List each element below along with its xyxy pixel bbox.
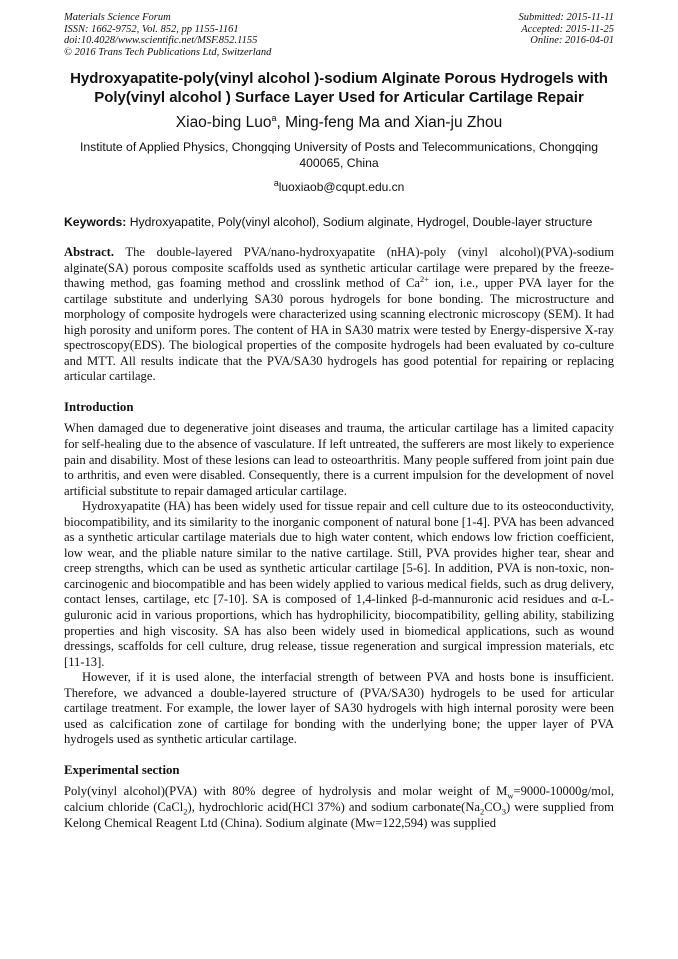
journal-copyright: © 2016 Trans Tech Publications Ltd, Switzerland [64,46,272,58]
intro-paragraph-3: However, if it is used alone, the interfacial strength of between PVA and hosts bone is insufficient. Therefore, we advanced a double-layered structure of (PVA/SA30) hydrogels to be used for articular cartilage treatment. For example, the lower layer of SA30 hydrogels with high internal porosity were been used as calcification zone of cartilage for bonding with the underlying bone; the upper layer of PVA hydrogels used as synthetic articular cartilage. [64,670,614,747]
exp-text-1: Poly(vinyl alcohol)(PVA) with 80% degree of hydrolysis and molar weight of M [64,784,508,799]
abstract [64,245,614,385]
keywords-text: Hydroxyapatite, Poly(vinyl alcohol), Sodium alginate, Hydrogel, Double-layer structure [126,215,593,229]
online-date: Online: 2016-04-01 [530,35,614,46]
submitted-date: Submitted: 2015-11-11 [518,12,614,23]
abstract-text-2: ion, i.e., upper PVA layer for the cartilage substitute and underlying SA30 porous hydrogels for bone bonding. The microstructure and morphology of composite hydrogels were characterized using scanning electronic microscopy (SEM). It had high porosity and uniform pores. The content of HA in SA30 matrix were tested by Energy-dispersive X-ray spectroscopy(EDS). The biological properties of the composite hydrogels had been evaluated by co-culture and MTT. All results indicate that the PVA/SA30 hydrogels has good potential for repairing or replacing articular cartilage. [64,276,614,384]
corresponding-email [64,180,614,195]
exp-text-3: ), hydrochloric acid(HCl 37%) and sodium carbonate(Na [187,799,481,814]
accepted-date: Accepted: 2015-11-25 [521,23,614,35]
author-1: Xiao-bing Luo [175,114,272,131]
exp-co-subscript: 3 [501,806,507,817]
journal-header [64,12,614,58]
experimental-paragraph [64,784,614,831]
abstract-superscript: 2+ [419,273,429,284]
author-1-marker: a [271,112,277,123]
journal-info [64,12,271,58]
exp-text-5: ) were supplied from Kelong Chemical Reagent Ltd (China). Sodium alginate (Mw=122,594) was supplied [64,799,614,830]
exp-na-subscript: 2 [480,806,485,817]
other-authors: , Ming-feng Ma and Xian-ju Zhou [276,114,503,131]
email-address: luoxiaob@cqupt.edu.cn [278,180,405,194]
abstract-label: Abstract. [64,245,115,259]
author-list [64,113,614,133]
intro-paragraph-1: When damaged due to degenerative joint diseases and trauma, the articular cartilage has a limited capacity for self-healing due to the absence of vasculature. If left untreated, the sufferers are most likely to experience pain and disability. Most of these lesions can lead to osteoarthritis. Many people suffered from joint pain due to arthritis, and even were disabled. Consequently, there is a current impulsion for the development of novel artificial substitute to repair damaged articular cartilage. [64,421,614,498]
email-marker: a [273,178,279,188]
keywords [64,215,614,230]
intro-paragraph-2: Hydroxyapatite (HA) has been widely used for tissue repair and cell culture due to its osteoconductivity, biocompatibility, and its similarity to the inorganic component of natural bone [1-4]. PVA has been advanced as a synthetic articular cartilage materials due to high water content, which endows low friction coefficient, low wear, and the pliable nature similar to the native cartilage. Still, PVA provides higher tear, shear and creep strengths, which can be used as synthetic articular cartilage [5-6]. In addition, PVA is non-toxic, non-carcinogenic and biocompatible and has been widely applied to various medical fields, such as drug delivery, contact lenses, cartilage, etc [7-10]. SA is composed of 1,4-linked β-d-mannuronic acid residues and α-L-guluronic acid in various proportions, which has hydrophilicity, biocompatibility, gelling ability, stabilizing properties and high viscosity. SA has also been widely used in biomedical applications, such as wound dressings, scaffolds for cell culture, drug release, tissue regeneration and surgical impression materials, etc [11-13]. [64,499,614,669]
abstract-text-1: The double-layered PVA/nano-hydroxyapatite (nHA)-poly (vinyl alcohol)(PVA)-sodium alginate(SA) porous composite scaffolds used as synthetic articular cartilage were prepared by the freeze-thawing method, gas foaming method and crosslink method of Ca [64,245,614,291]
journal-doi: doi:10.4028/www.scientific.net/MSF.852.1155 [64,35,258,46]
exp-cacl-subscript: 2 [183,806,188,817]
introduction-heading: Introduction [64,399,134,414]
exp-mw-subscript: w [507,790,514,801]
paper-title: Hydroxyapatite-poly(vinyl alcohol )-sodium Alginate Porous Hydrogels with Poly(vinyl alcohol ) Surface Layer Used for Articular Cartilage Repair [70,70,608,106]
submission-dates [518,12,614,58]
exp-text-4: CO [484,799,502,814]
journal-name: Materials Science Forum [64,12,171,23]
keywords-label: Keywords: [64,215,127,229]
experimental-heading: Experimental section [64,762,180,777]
journal-issn: ISSN: 1662-9752, Vol. 852, pp 1155-1161 [64,23,239,35]
exp-text-2: =9000-10000g/mol, calcium chloride (CaCl [64,784,614,814]
affiliation: Institute of Applied Physics, Chongqing University of Posts and Telecommunications, Chongqing 400065, China [79,140,599,170]
